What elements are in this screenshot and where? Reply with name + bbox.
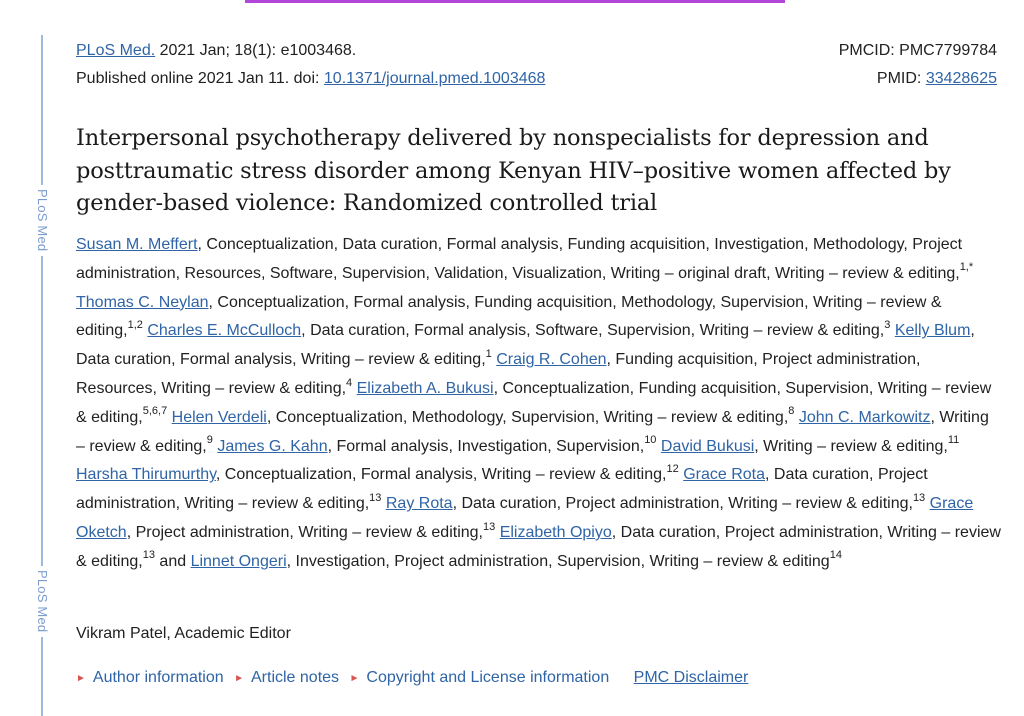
author-link[interactable]: Helen Verdeli (171, 408, 267, 426)
published-text: Published online 2021 Jan 11. doi: (76, 70, 324, 87)
academic-editor: Vikram Patel, Academic Editor (76, 625, 291, 642)
affiliation-number[interactable]: 9 (206, 434, 213, 447)
sidebar-line-bottom (41, 637, 43, 716)
author-link[interactable]: James G. Kahn (217, 437, 328, 455)
citation-text: 2021 Jan; 18(1): e1003468. (155, 42, 357, 59)
affiliation-number[interactable]: 5,6,7 (142, 405, 168, 418)
author-roles: , Investigation, Project administration, Supervision, Writing – review & editing (286, 552, 830, 570)
citation-line (76, 37, 545, 65)
sidebar-journal-label[interactable]: PLoS Med (35, 185, 50, 255)
journal-link[interactable]: PLoS Med. (76, 42, 156, 59)
author-roles: , Data curation, Formal analysis, Software, Supervision, Writing – review & editing, (301, 322, 885, 340)
doi-link[interactable]: 10.1371/journal.pmed.1003468 (323, 70, 546, 87)
author-roles: , Conceptualization, Formal analysis, Writing – review & editing, (215, 466, 667, 484)
citation-block (76, 37, 545, 93)
author-roles: , Writing – review & editing, (754, 437, 948, 455)
sidebar-journal-label-2[interactable]: PLoS Med (35, 566, 50, 636)
author-roles: , Project administration, Writing – review & editing, (126, 523, 483, 541)
affiliation-number[interactable]: 1,* (959, 261, 974, 274)
author-roles: , Writing – review & editing, (76, 408, 989, 455)
author-roles: , Data curation, Project administration, Writing – review & editing, (76, 466, 928, 513)
affiliation-number[interactable]: 1,2 (127, 319, 143, 332)
affiliation-number[interactable]: 8 (788, 405, 795, 418)
published-line (76, 65, 545, 93)
sidebar-line-middle (41, 256, 43, 568)
author-link[interactable]: Craig R. Cohen (496, 351, 607, 369)
affiliation-number[interactable]: 13 (482, 520, 496, 533)
affiliation-number[interactable]: 13 (369, 491, 382, 504)
author-link[interactable]: Susan M. Meffert (76, 236, 198, 253)
author-link[interactable]: Ray Rota (385, 495, 453, 513)
author-link[interactable]: David Bukusi (660, 437, 755, 455)
article-title: Interpersonal psychotherapy delivered by nonspecialists for depression and posttraumatic stress disorder among Kenyan HIV–positive women affected by gender-based violence: Randomized controlled trial (76, 125, 951, 216)
affiliation-number[interactable]: 13 (142, 549, 155, 562)
author-roles: , Data curation, Formal analysis, Writing – review & editing, (76, 322, 975, 369)
author-and: and (154, 552, 191, 570)
author-link[interactable]: Thomas C. Neylan (76, 293, 209, 311)
identifiers-block (839, 37, 997, 93)
author-list (76, 231, 1001, 577)
pmid-link[interactable]: 33428625 (925, 70, 997, 87)
affiliation-number[interactable]: 10 (644, 434, 657, 447)
sidebar-line-top (41, 35, 43, 185)
copyright-info-toggle[interactable]: Copyright and License information (366, 669, 610, 686)
author-roles: , Formal analysis, Investigation, Supervision, (327, 437, 645, 455)
author-roles: , Conceptualization, Methodology, Supervision, Writing – review & editing, (266, 408, 789, 426)
top-accent-bar (245, 0, 785, 3)
pmid-line (839, 65, 997, 93)
author-information-toggle[interactable]: Author information (92, 669, 224, 686)
affiliation-number[interactable]: 1 (485, 347, 492, 360)
affiliation-number[interactable]: 4 (346, 376, 353, 389)
author-roles: , Data curation, Project administration, Writing – review & editing, (76, 523, 1001, 570)
author-roles: , Conceptualization, Data curation, Formal analysis, Funding acquisition, Investigation, Methodology, Project administration, Resources, Software, Supervision, Validation, Visualization, Writing – original draft, Writing – review & editing, (76, 236, 963, 282)
author-link[interactable]: Grace Rota (683, 466, 765, 484)
author-link[interactable]: Charles E. McCulloch (147, 322, 302, 340)
triangle-right-icon: ► (349, 673, 360, 684)
affiliation-number[interactable]: 13 (912, 491, 926, 504)
author-link[interactable]: Elizabeth A. Bukusi (356, 379, 494, 397)
affiliation-number[interactable]: 12 (666, 463, 679, 476)
author-link[interactable]: Kelly Blum (894, 322, 971, 340)
author-roles: , Conceptualization, Funding acquisition, Supervision, Writing – review & editing, (76, 379, 992, 426)
article-info-links (76, 665, 748, 693)
affiliation-number[interactable]: 3 (884, 319, 891, 332)
author-link[interactable]: Elizabeth Opiyo (499, 523, 612, 541)
author-link[interactable]: Harsha Thirumurthy (76, 466, 216, 484)
triangle-right-icon: ► (234, 673, 244, 684)
author-link[interactable]: Grace Oketch (76, 495, 974, 541)
pmc-disclaimer-link[interactable]: PMC Disclaimer (633, 669, 749, 686)
triangle-right-icon: ► (76, 673, 86, 684)
author-link[interactable]: Linnet Ongeri (190, 552, 287, 570)
pmid-label: PMID: (876, 70, 926, 87)
pmcid: PMCID: PMC7799784 (838, 42, 997, 59)
author-roles: , Conceptualization, Formal analysis, Funding acquisition, Methodology, Supervision, Writing – review & editing, (76, 293, 942, 340)
author-roles: , Funding acquisition, Project administration, Resources, Writing – review & editing, (76, 351, 921, 397)
affiliation-number[interactable]: 11 (947, 434, 960, 447)
author-roles: , Data curation, Project administration, Writing – review & editing, (452, 495, 913, 513)
author-link[interactable]: John C. Markowitz (798, 408, 931, 426)
article-notes-toggle[interactable]: Article notes (251, 669, 340, 686)
affiliation-number[interactable]: 14 (829, 549, 842, 562)
